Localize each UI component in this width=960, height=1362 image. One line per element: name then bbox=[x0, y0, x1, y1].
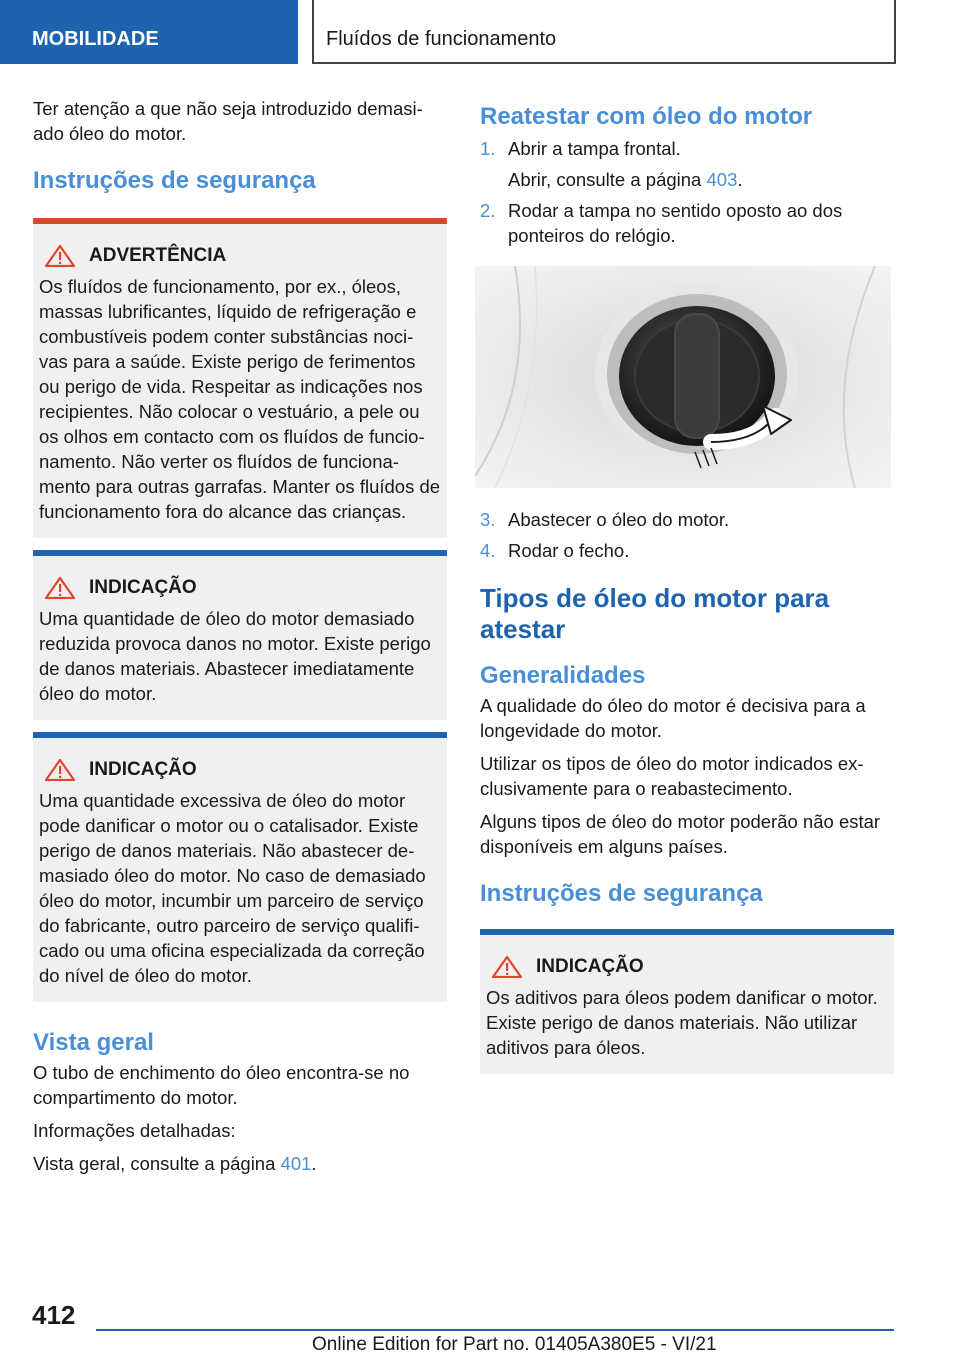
step-item bbox=[480, 507, 894, 532]
note2-text: Uma quantidade excessiva de óleo do motor pode danificar o motor ou o catalisador. Existe perigo de danos materiais. Não abastecer de-masiado óleo do motor. No caso de demasiado óleo do motor, incumbir um parceiro de serviço do fabricante, outro parceiro de serviço qualifi-cado ou uma oficina especializada da correção do nível de óleo do motor. bbox=[39, 790, 426, 986]
oil-filler-cap-photo bbox=[475, 266, 891, 488]
intro-text: Ter atenção a que não seja introduzido demasi-ado óleo do motor. bbox=[33, 98, 423, 144]
overview-heading: Vista geral bbox=[33, 1029, 154, 1056]
step-text: Rodar o fecho. bbox=[508, 540, 630, 561]
warning-triangle-icon bbox=[492, 956, 522, 978]
page-link-403[interactable]: 403 bbox=[706, 169, 738, 190]
header-section-tab bbox=[0, 0, 298, 64]
general-text-1: A qualidade do óleo do motor é decisiva para a longevidade do motor. bbox=[480, 695, 866, 741]
safety-heading-left: Instruções de segurança bbox=[33, 167, 316, 194]
step-number: 3. bbox=[480, 509, 496, 530]
warning-text: Os fluídos de funcionamento, por ex., óleos, massas lubrificantes, líquido de refrigeração e combustíveis podem conter substâncias noci-vas para a saúde. Existe perigo de ferimentos ou perigo de vida. Respeitar as indicações nos recipientes. Não colocar o vestuário, a pele ou os olhos em contacto com os fluídos de funcio-namento. Não verter os fluídos de funciona-mento para outras garrafas. Manter os fluídos de funcionamento fora do alcance das crianças. bbox=[39, 276, 441, 522]
note3-text: Os aditivos para óleos podem danificar o motor. Existe perigo de danos materiais. Não utilizar aditivos para óleos. bbox=[486, 987, 878, 1058]
note1-title-row bbox=[39, 576, 441, 600]
details-reference bbox=[33, 1151, 447, 1176]
note1-text: Uma quantidade de óleo do motor demasiado reduzida provoca danos no motor. Existe perigo de danos materiais. Abastecer imediatamente óleo do motor. bbox=[39, 608, 431, 704]
note-box-2 bbox=[33, 732, 447, 1002]
left-column bbox=[33, 96, 447, 1184]
step-number: 4. bbox=[480, 540, 496, 561]
refill-steps-b bbox=[480, 507, 894, 563]
note-box-3 bbox=[480, 929, 894, 1074]
step-text: Abastecer o óleo do motor. bbox=[508, 509, 730, 530]
header-chapter-tab bbox=[312, 0, 896, 64]
footer-edition: Online Edition for Part no. 01405A380E5 - VI/21 bbox=[312, 1334, 717, 1355]
general-text-3: Alguns tipos de óleo do motor poderão não estar disponíveis em alguns países. bbox=[480, 811, 881, 857]
step-item bbox=[480, 136, 894, 192]
note-box-1 bbox=[33, 550, 447, 720]
note2-title-row bbox=[39, 758, 441, 782]
warning-triangle-icon bbox=[45, 245, 75, 267]
safety-heading-right: Instruções de segurança bbox=[480, 880, 763, 907]
step-item bbox=[480, 538, 894, 563]
step-text: Rodar a tampa no sentido oposto ao dos ponteiros do relógio. bbox=[508, 200, 843, 246]
general-text-2: Utilizar os tipos de óleo do motor indicados ex-clusivamente para o reabastecimento. bbox=[480, 753, 864, 799]
header-chapter-label: Fluídos de funcionamento bbox=[326, 28, 557, 50]
right-column bbox=[480, 96, 894, 1074]
warning-triangle-icon bbox=[45, 577, 75, 599]
step-number: 1. bbox=[480, 138, 496, 159]
note2-title: INDICAÇÃO bbox=[89, 759, 197, 780]
note3-title: INDICAÇÃO bbox=[536, 956, 644, 977]
step1-sub-suffix: . bbox=[737, 169, 743, 190]
step-item bbox=[480, 198, 894, 248]
footer-rule bbox=[96, 1329, 894, 1331]
oil-types-heading: Tipos de óleo do motor para atestar bbox=[480, 583, 830, 644]
warning-title-row bbox=[39, 244, 441, 268]
note3-title-row bbox=[486, 955, 888, 979]
step-text: Abrir a tampa frontal. bbox=[508, 138, 681, 159]
step1-sub-prefix: Abrir, consulte a página bbox=[508, 169, 707, 190]
refill-steps-a bbox=[480, 136, 894, 248]
details-label: Informações detalhadas: bbox=[33, 1120, 236, 1141]
details-ref-prefix: Vista geral, consulte a página bbox=[33, 1153, 281, 1174]
warning-triangle-icon bbox=[45, 759, 75, 781]
refill-heading: Reatestar com óleo do motor bbox=[480, 103, 813, 130]
note1-title: INDICAÇÃO bbox=[89, 577, 197, 598]
step1-sub bbox=[508, 167, 894, 192]
overview-text: O tubo de enchimento do óleo encontra-se no compartimento do motor. bbox=[33, 1062, 410, 1108]
warning-box bbox=[33, 218, 447, 538]
details-ref-suffix: . bbox=[311, 1153, 317, 1174]
warning-title: ADVERTÊNCIA bbox=[89, 245, 227, 266]
general-heading: Generalidades bbox=[480, 662, 646, 689]
header-section-label: MOBILIDADE bbox=[32, 28, 159, 50]
page-number: 412 bbox=[32, 1300, 76, 1330]
page-link-401[interactable]: 401 bbox=[280, 1153, 312, 1174]
step-number: 2. bbox=[480, 200, 496, 221]
